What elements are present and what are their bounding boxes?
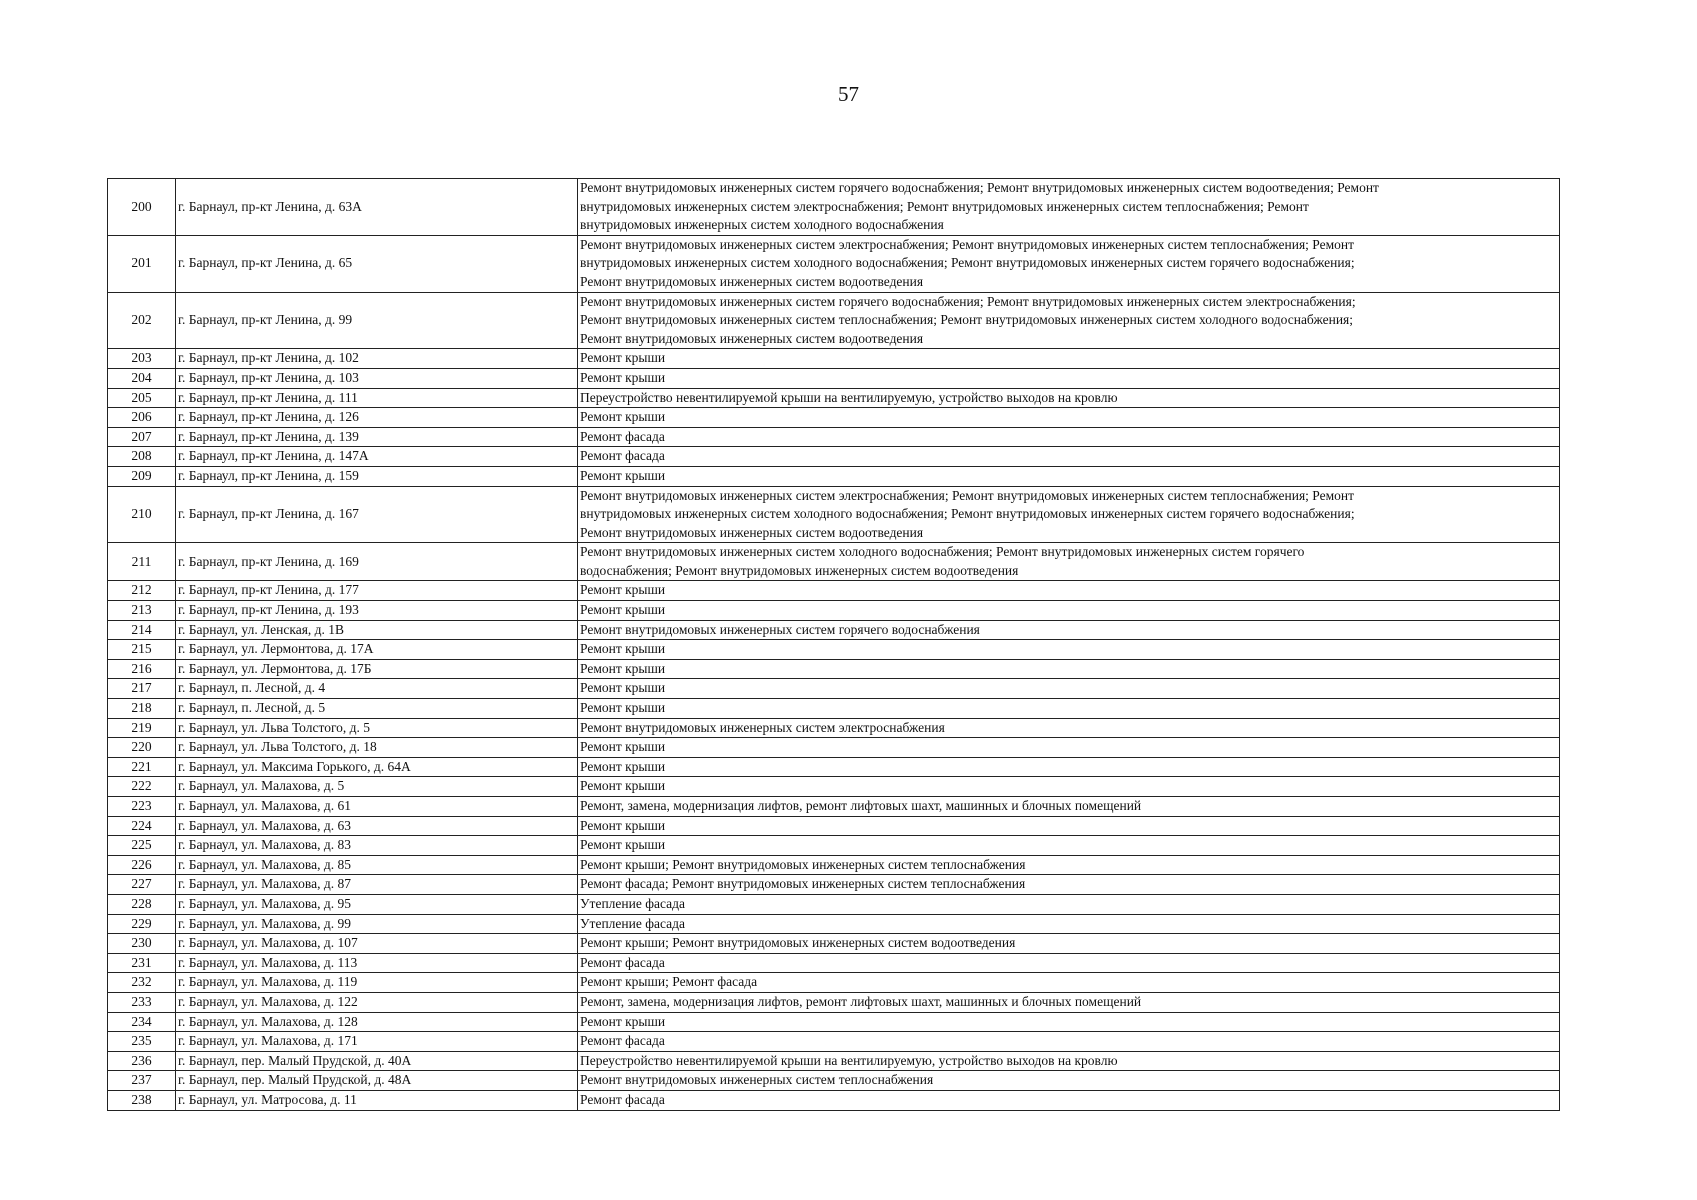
row-works [578,179,1560,236]
work-line: Ремонт крыши [580,369,666,385]
work-line: Ремонт фасада [580,428,665,444]
table-row [108,1071,1560,1091]
row-number: 228 [108,894,176,914]
row-works [578,718,1560,738]
table-row [108,953,1560,973]
row-address: г. Барнаул, пр-кт Ленина, д. 111 [176,388,578,408]
table-row [108,427,1560,447]
row-works [578,349,1560,369]
row-number: 223 [108,797,176,817]
row-address: г. Барнаул, ул. Малахова, д. 63 [176,816,578,836]
table-row [108,1090,1560,1110]
row-number: 206 [108,408,176,428]
row-address: г. Барнаул, ул. Малахова, д. 99 [176,914,578,934]
work-line: Ремонт крыши [580,641,666,657]
row-works [578,816,1560,836]
row-number: 216 [108,659,176,679]
work-line: внутридомовых инженерных систем холодного водоснабжения; Ремонт внутридомовых инженерных систем горячего водоснабжения; [580,506,1355,522]
work-line: Ремонт крыши [580,758,666,774]
row-address: г. Барнаул, пр-кт Ленина, д. 99 [176,292,578,349]
row-works [578,757,1560,777]
work-line: Ремонт фасада; Ремонт внутридомовых инженерных систем теплоснабжения [580,876,1026,892]
work-line: Ремонт внутридомовых инженерных систем водоотведения [580,524,924,540]
work-line: водоснабжения; Ремонт внутридомовых инженерных систем водоотведения [580,562,1019,578]
row-address: г. Барнаул, ул. Максима Горького, д. 64А [176,757,578,777]
work-line: Ремонт внутридомовых инженерных систем электроснабжения; Ремонт внутридомовых инженерных систем теплоснабжения; Ремонт [580,487,1355,503]
work-line: Ремонт, замена, модернизация лифтов, ремонт лифтовых шахт, машинных и блочных помещений [580,798,1142,813]
work-line: Ремонт фасада [580,954,665,970]
row-number: 221 [108,757,176,777]
row-works [578,368,1560,388]
row-number: 204 [108,368,176,388]
work-line: Ремонт внутридомовых инженерных систем теплоснабжения; Ремонт внутридомовых инженерных систем холодного водоснабжения; [580,312,1354,328]
table-row [108,235,1560,292]
row-number: 210 [108,486,176,543]
row-number: 237 [108,1071,176,1091]
row-number: 229 [108,914,176,934]
row-address: г. Барнаул, пр-кт Ленина, д. 63А [176,179,578,236]
row-number: 235 [108,1032,176,1052]
row-works [578,1032,1560,1052]
row-address: г. Барнаул, пр-кт Ленина, д. 159 [176,466,578,486]
table-row [108,408,1560,428]
row-works [578,466,1560,486]
row-number: 209 [108,466,176,486]
table-row [108,875,1560,895]
work-line: Ремонт крыши [580,817,666,833]
row-works [578,486,1560,543]
table-row [108,388,1560,408]
row-number: 202 [108,292,176,349]
row-address: г. Барнаул, пр-кт Ленина, д. 126 [176,408,578,428]
table-row [108,447,1560,467]
row-number: 224 [108,816,176,836]
work-line: Ремонт крыши [580,582,666,598]
row-works [578,447,1560,467]
row-number: 205 [108,388,176,408]
row-address: г. Барнаул, ул. Малахова, д. 128 [176,1012,578,1032]
table-row [108,836,1560,856]
row-works [578,777,1560,797]
row-works [578,914,1560,934]
row-number: 238 [108,1090,176,1110]
work-line: Ремонт внутридомовых инженерных систем водоотведения [580,330,924,346]
row-works [578,836,1560,856]
work-line: внутридомовых инженерных систем электроснабжения; Ремонт внутридомовых инженерных систем теплоснабжения; Ремонт [580,198,1309,214]
work-line: Ремонт фасада [580,448,665,464]
table-row [108,601,1560,621]
row-number: 203 [108,349,176,369]
row-number: 218 [108,699,176,719]
row-address: г. Барнаул, ул. Лермонтова, д. 17Б [176,659,578,679]
row-works [578,1071,1560,1091]
row-works [578,388,1560,408]
table-row [108,659,1560,679]
row-address: г. Барнаул, ул. Малахова, д. 95 [176,894,578,914]
row-works [578,855,1560,875]
row-address: г. Барнаул, ул. Льва Толстого, д. 5 [176,718,578,738]
row-address: г. Барнаул, пр-кт Ленина, д. 103 [176,368,578,388]
table-row [108,349,1560,369]
work-line: Ремонт крыши [580,680,666,696]
row-address: г. Барнаул, ул. Малахова, д. 87 [176,875,578,895]
row-works [578,659,1560,679]
row-number: 215 [108,640,176,660]
row-address: г. Барнаул, ул. Малахова, д. 83 [176,836,578,856]
work-line: Ремонт крыши [580,1013,666,1029]
row-works [578,292,1560,349]
row-works [578,797,1560,817]
row-address: г. Барнаул, ул. Малахова, д. 113 [176,953,578,973]
row-number: 230 [108,934,176,954]
table-row [108,543,1560,581]
row-number: 200 [108,179,176,236]
row-number: 232 [108,973,176,993]
row-works [578,953,1560,973]
row-number: 219 [108,718,176,738]
work-line: Ремонт внутридомовых инженерных систем холодного водоснабжения; Ремонт внутридомовых инженерных систем горячего [580,544,1305,560]
work-line: Ремонт крыши; Ремонт внутридомовых инженерных систем водоотведения [580,935,1016,951]
table-row [108,992,1560,1012]
row-number: 214 [108,620,176,640]
row-address: г. Барнаул, пр-кт Ленина, д. 193 [176,601,578,621]
row-number: 227 [108,875,176,895]
row-address: г. Барнаул, ул. Малахова, д. 171 [176,1032,578,1052]
row-works [578,738,1560,758]
table-row [108,699,1560,719]
table-row [108,1051,1560,1071]
table-row [108,486,1560,543]
row-number: 201 [108,235,176,292]
work-line: Ремонт крыши; Ремонт фасада [580,974,758,990]
work-line: Ремонт внутридомовых инженерных систем горячего водоснабжения; Ремонт внутридомовых инженерных систем электроснабжения; [580,293,1356,309]
row-works [578,408,1560,428]
table-row [108,1012,1560,1032]
row-address: г. Барнаул, ул. Малахова, д. 61 [176,797,578,817]
work-line: Ремонт крыши [580,739,666,755]
table-row [108,679,1560,699]
table-row [108,855,1560,875]
table-row [108,738,1560,758]
row-works [578,1012,1560,1032]
row-address: г. Барнаул, пр-кт Ленина, д. 147А [176,447,578,467]
row-number: 213 [108,601,176,621]
table-row [108,368,1560,388]
table-row [108,777,1560,797]
work-line: Ремонт крыши [580,602,666,618]
row-works [578,875,1560,895]
row-address: г. Барнаул, пр-кт Ленина, д. 169 [176,543,578,581]
row-address: г. Барнаул, п. Лесной, д. 5 [176,699,578,719]
row-works [578,973,1560,993]
row-works [578,543,1560,581]
table-row [108,179,1560,236]
row-address: г. Барнаул, ул. Малахова, д. 107 [176,934,578,954]
row-works [578,640,1560,660]
work-line: внутридомовых инженерных систем холодного водоснабжения [580,217,944,233]
row-number: 236 [108,1051,176,1071]
row-works [578,427,1560,447]
row-number: 234 [108,1012,176,1032]
work-line: Утепление фасада [580,915,685,931]
work-line: Ремонт внутридомовых инженерных систем теплоснабжения [580,1072,934,1088]
work-line: Ремонт крыши; Ремонт внутридомовых инженерных систем теплоснабжения [580,856,1026,872]
row-number: 225 [108,836,176,856]
row-number: 222 [108,777,176,797]
row-address: г. Барнаул, пер. Малый Прудской, д. 48А [176,1071,578,1091]
table-row [108,1032,1560,1052]
registry-table [107,178,1560,1111]
row-address: г. Барнаул, пер. Малый Прудской, д. 40А [176,1051,578,1071]
work-line: Ремонт внутридомовых инженерных систем водоотведения [580,273,924,289]
table-row [108,620,1560,640]
row-address: г. Барнаул, пр-кт Ленина, д. 167 [176,486,578,543]
row-works [578,235,1560,292]
table-row [108,466,1560,486]
row-address: г. Барнаул, ул. Малахова, д. 85 [176,855,578,875]
table-row [108,292,1560,349]
row-address: г. Барнаул, ул. Льва Толстого, д. 18 [176,738,578,758]
row-works [578,1090,1560,1110]
row-address: г. Барнаул, пр-кт Ленина, д. 177 [176,581,578,601]
work-line: Ремонт фасада [580,1033,665,1049]
work-line: Ремонт крыши [580,700,666,716]
row-address: г. Барнаул, пр-кт Ленина, д. 139 [176,427,578,447]
row-number: 233 [108,992,176,1012]
row-address: г. Барнаул, п. Лесной, д. 4 [176,679,578,699]
table-row [108,934,1560,954]
row-works [578,1051,1560,1071]
table-row [108,640,1560,660]
table-row [108,757,1560,777]
work-line: Ремонт внутридомовых инженерных систем электроснабжения; Ремонт внутридомовых инженерных систем теплоснабжения; Ремонт [580,236,1355,252]
row-works [578,679,1560,699]
table-row [108,973,1560,993]
row-number: 231 [108,953,176,973]
table-row [108,914,1560,934]
row-works [578,934,1560,954]
work-line: внутридомовых инженерных систем холодного водоснабжения; Ремонт внутридомовых инженерных систем горячего водоснабжения; [580,255,1355,271]
row-number: 220 [108,738,176,758]
row-number: 217 [108,679,176,699]
row-address: г. Барнаул, ул. Лермонтова, д. 17А [176,640,578,660]
row-address: г. Барнаул, ул. Малахова, д. 119 [176,973,578,993]
work-line: Ремонт крыши [580,409,666,425]
row-number: 211 [108,543,176,581]
table-row [108,816,1560,836]
work-line: Ремонт крыши [580,350,666,366]
row-address: г. Барнаул, ул. Малахова, д. 5 [176,777,578,797]
work-line: Ремонт, замена, модернизация лифтов, ремонт лифтовых шахт, машинных и блочных помещений [580,993,1142,1009]
row-works [578,992,1560,1012]
row-number: 226 [108,855,176,875]
work-line: Ремонт фасада [580,1091,665,1107]
table-row [108,894,1560,914]
table-row [108,797,1560,817]
row-address: г. Барнаул, ул. Ленская, д. 1В [176,620,578,640]
row-number: 207 [108,427,176,447]
work-line: Переустройство невентилируемой крыши на вентилируемую, устройство выходов на кровлю [580,1052,1118,1068]
row-works [578,620,1560,640]
work-line: Утепление фасада [580,895,685,911]
row-address: г. Барнаул, пр-кт Ленина, д. 65 [176,235,578,292]
work-line: Переустройство невентилируемой крыши на вентилируемую, устройство выходов на кровлю [580,389,1118,405]
row-works [578,601,1560,621]
row-works [578,894,1560,914]
table-row [108,718,1560,738]
table-row [108,581,1560,601]
row-works [578,581,1560,601]
row-number: 208 [108,447,176,467]
page-number: 57 [838,82,859,106]
work-line: Ремонт крыши [580,778,666,794]
work-line: Ремонт внутридомовых инженерных систем горячего водоснабжения; Ремонт внутридомовых инженерных систем водоотведения; Ремонт [580,180,1379,195]
row-address: г. Барнаул, ул. Матросова, д. 11 [176,1090,578,1110]
work-line: Ремонт крыши [580,837,666,853]
work-line: Ремонт внутридомовых инженерных систем электроснабжения [580,719,945,735]
row-works [578,699,1560,719]
work-line: Ремонт крыши [580,660,666,676]
row-number: 212 [108,581,176,601]
work-line: Ремонт внутридомовых инженерных систем горячего водоснабжения [580,621,980,637]
row-address: г. Барнаул, пр-кт Ленина, д. 102 [176,349,578,369]
row-address: г. Барнаул, ул. Малахова, д. 122 [176,992,578,1012]
work-line: Ремонт крыши [580,467,666,483]
